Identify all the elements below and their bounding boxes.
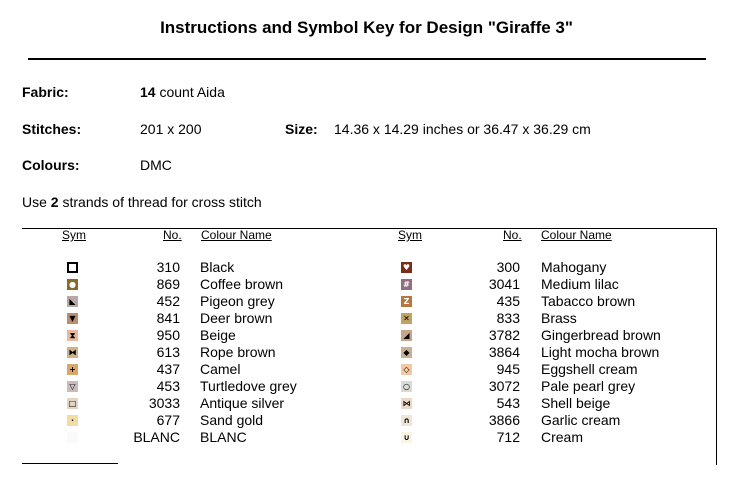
colour-name: Tabacco brown	[541, 293, 636, 309]
dmc-number: 3072	[488, 378, 520, 394]
open-circle-icon: ○	[401, 381, 412, 392]
colour-name: Pale pearl grey	[541, 378, 636, 394]
triangle-icon: ◣	[67, 296, 78, 307]
arch-icon: ∩	[401, 415, 412, 426]
size-label: Size:	[285, 121, 318, 137]
table-row	[0, 344, 733, 361]
heart-icon: ♥	[402, 263, 411, 272]
dmc-number: 3864	[488, 344, 520, 360]
x-icon: ✕	[401, 313, 412, 324]
dmc-number: 613	[156, 344, 180, 360]
table-row	[0, 429, 733, 446]
bowtie-icon: ⋈	[402, 399, 411, 408]
dmc-number: 453	[156, 378, 180, 394]
z-icon: Z	[401, 296, 412, 307]
open-down-triangle-icon: ▽	[67, 381, 78, 392]
dmc-number: 950	[156, 327, 180, 343]
open-diamond-icon: ◇	[401, 364, 412, 375]
colour-name: Brass	[541, 310, 577, 326]
hash-icon: #	[401, 279, 412, 290]
fabric-type: count Aida	[155, 84, 225, 100]
colours-label: Colours:	[22, 157, 80, 173]
colour-name: Antique silver	[200, 395, 285, 411]
left-header-no: No.	[163, 228, 182, 242]
colour-name: Deer brown	[200, 310, 273, 326]
left-header-name: Colour Name	[201, 228, 272, 242]
cup-icon: ∪	[401, 432, 412, 443]
table-row	[0, 259, 733, 276]
colour-name: Eggshell cream	[541, 361, 638, 377]
dmc-number: 833	[496, 310, 520, 326]
colour-name: Medium lilac	[541, 276, 619, 292]
table-row	[0, 276, 733, 293]
colour-name: BLANC	[200, 429, 247, 445]
colour-name: Beige	[200, 327, 236, 343]
right-header-no: No.	[503, 228, 522, 242]
dmc-number: 869	[156, 276, 180, 292]
table-row	[0, 412, 733, 429]
dmc-number: 310	[156, 259, 180, 275]
page-title: Instructions and Symbol Key for Design "Giraffe 3"	[160, 18, 573, 37]
dmc-number: 841	[156, 310, 180, 326]
table-row	[0, 361, 733, 378]
table-row	[0, 378, 733, 395]
dmc-number: 3041	[488, 276, 520, 292]
dmc-number: 435	[496, 293, 520, 309]
diamond-icon: ◆	[401, 347, 412, 358]
bowtie-icon: ⧓	[68, 348, 77, 357]
corner-triangle-icon: ◢	[401, 330, 412, 341]
dmc-number: 437	[156, 361, 180, 377]
title-divider	[28, 58, 706, 60]
colour-name: Coffee brown	[200, 276, 284, 292]
table-row	[0, 327, 733, 344]
dmc-number: 677	[156, 412, 180, 428]
right-header-sym: Sym	[398, 228, 422, 242]
dmc-number: BLANC	[133, 429, 180, 445]
dmc-number: 3866	[488, 412, 520, 428]
size-value: 14.36 x 14.29 inches or 36.47 x 36.29 cm	[334, 121, 591, 137]
table-row	[0, 395, 733, 412]
strands-note	[22, 194, 262, 210]
colour-name: Sand gold	[200, 412, 264, 428]
fabric-label: Fabric:	[22, 84, 69, 100]
colour-name: Garlic cream	[541, 412, 621, 428]
left-header-sym: Sym	[62, 228, 86, 242]
stitches-value: 201 x 200	[140, 121, 202, 137]
dmc-number: 945	[496, 361, 520, 377]
colour-name: Mahogany	[541, 259, 607, 275]
stitches-label: Stitches:	[22, 121, 82, 137]
colour-name: Shell beige	[541, 395, 611, 411]
small-square-icon: □	[68, 399, 77, 408]
colour-name: Pigeon grey	[200, 293, 275, 309]
dmc-number: 712	[496, 429, 520, 445]
strands-count: 2	[50, 194, 59, 210]
filled-circle-icon: ●	[67, 279, 78, 290]
strands-post: strands of thread for cross stitch	[58, 194, 262, 210]
strands-pre: Use	[22, 194, 51, 210]
dmc-number: 3033	[148, 395, 180, 411]
down-triangle-icon: ▼	[67, 313, 78, 324]
right-header-name: Colour Name	[541, 228, 612, 242]
colour-name: Black	[200, 259, 235, 275]
dmc-number: 3782	[488, 327, 520, 343]
table-row	[0, 310, 733, 327]
fabric-count: 14	[140, 84, 156, 100]
table-bottom-rule	[22, 463, 118, 464]
dmc-number: 300	[496, 259, 520, 275]
colour-name: Turtledove grey	[200, 378, 297, 394]
dot-icon: ·	[67, 415, 78, 426]
colour-name: Cream	[541, 429, 584, 445]
hourglass-icon: ⧗	[67, 330, 78, 341]
colour-name: Camel	[200, 361, 241, 377]
plus-icon: +	[67, 364, 78, 375]
colour-name: Light mocha brown	[541, 344, 660, 360]
dmc-number: 452	[156, 293, 180, 309]
dmc-number: 543	[496, 395, 520, 411]
colour-name: Gingerbread brown	[541, 327, 661, 343]
colour-name: Rope brown	[200, 344, 276, 360]
colours-value: DMC	[140, 157, 172, 173]
table-row	[0, 293, 733, 310]
fabric-value	[140, 84, 225, 100]
